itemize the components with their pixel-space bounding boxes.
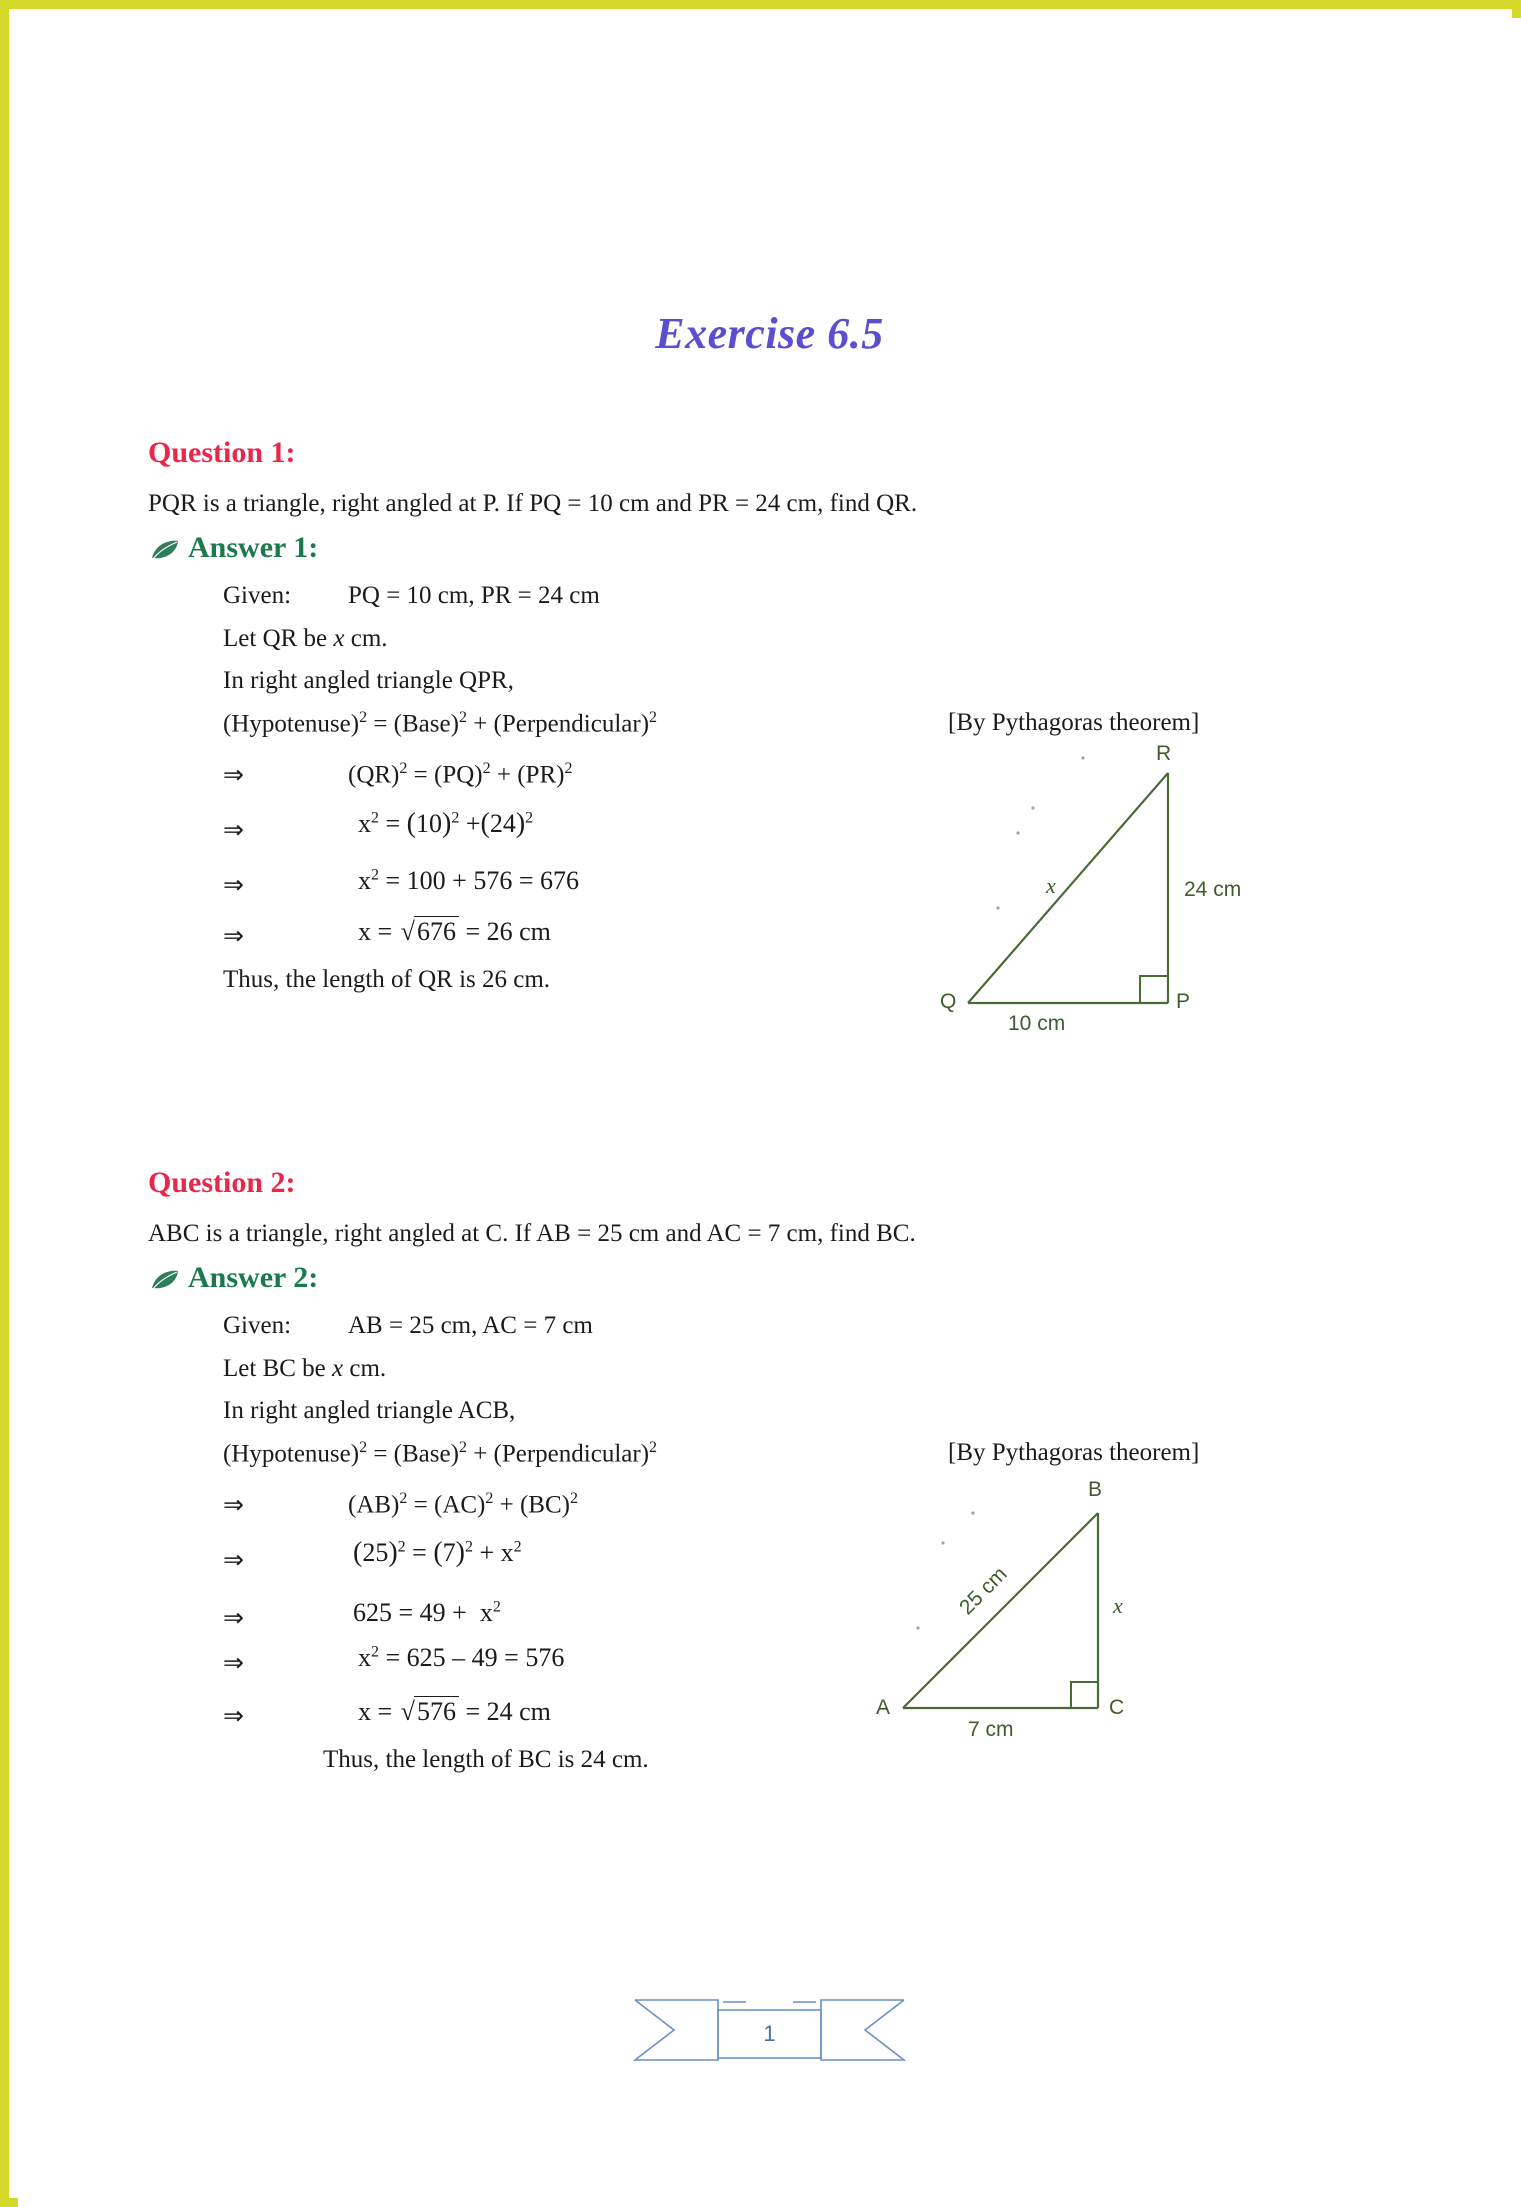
- figure-triangle-abc: [873, 1468, 1203, 1753]
- page-number: 1: [763, 2021, 776, 2046]
- answer-2-let-unit: cm.: [349, 1355, 387, 1382]
- answer-2-given-label: Given:: [223, 1312, 292, 1339]
- answer-1-pythagoras-statement: (Hypotenuse)$^2$ = (Base)$^2$ + (Perpendicular)$^2$: [223, 709, 658, 738]
- answer-2-pythagoras-note: [By Pythagoras theorem]: [948, 1439, 1200, 1466]
- answer-1-step-4-tail: = 26 cm: [465, 917, 551, 946]
- answer-2-let-label: Let BC be: [223, 1355, 326, 1382]
- answer-1-given-values: PQ = 10 cm, PR = 24 cm: [348, 582, 600, 609]
- answer-1-heading: Answer 1:: [188, 531, 319, 564]
- answer-1-conclusion: Thus, the length of QR is 26 cm.: [223, 966, 551, 993]
- figure-2-vertex-c: C: [1109, 1696, 1125, 1719]
- answer-2-let-var: x: [332, 1355, 344, 1382]
- answer-2-let-line: [223, 1355, 386, 1383]
- answer-1-arrow-1: ⇒: [223, 762, 244, 789]
- answer-2-step-4: $x^2 = 625 - 49 = 576$: [358, 1643, 565, 1672]
- answer-1-arrow-3: ⇒: [223, 872, 244, 899]
- figure-1-side-base-label: 10 cm: [1008, 1012, 1066, 1035]
- answer-1-step-2: $x^2 = (10)^2 +(24)^2$: [358, 808, 534, 839]
- figure-1-vertex-p: P: [1176, 990, 1191, 1013]
- answer-1-given-label: Given:: [223, 582, 292, 609]
- answer-1-let-var: x: [333, 625, 345, 652]
- question-2-heading: Question 2:: [148, 1166, 296, 1199]
- figure-1-side-right-label: 24 cm: [1184, 878, 1242, 901]
- answer-2-radicand: 576: [414, 1696, 459, 1727]
- answer-1-let-line: [223, 625, 388, 653]
- page-sheet: [18, 18, 1521, 2207]
- answer-2-heading: Answer 2:: [188, 1261, 319, 1294]
- figure-2-side-base-label: 7 cm: [968, 1718, 1014, 1741]
- answer-2-step-2: $(25)^2 = (7)^2 + x^2$: [353, 1537, 522, 1568]
- figure-2-vertex-b: B: [1088, 1478, 1103, 1501]
- answer-1-step-4: x = √676 = 26 cm: [358, 917, 551, 946]
- answer-2-pythagoras-statement: (Hypotenuse)$^2$ = (Base)$^2$ + (Perpendicular)$^2$: [223, 1439, 658, 1468]
- figure-1-vertex-q: Q: [940, 990, 957, 1013]
- answer-2-arrow-5: ⇒: [223, 1703, 244, 1730]
- figure-2-hypotenuse-label: 25 cm: [955, 1562, 1012, 1620]
- leaf-icon: [150, 1268, 180, 1292]
- figure-2-side-right-label: x: [1113, 1593, 1123, 1618]
- answer-2-step-3: $625 = 49 + x^2$: [353, 1598, 501, 1627]
- question-1-text: PQR is a triangle, right angled at P. If PQ = 10 cm and PR = 24 cm, find QR.: [148, 490, 918, 517]
- figure-2-vertex-a: A: [876, 1696, 891, 1719]
- answer-1-let-unit: cm.: [350, 625, 388, 652]
- figure-triangle-pqr: [928, 738, 1258, 1033]
- answer-1-let-label: Let QR be: [223, 625, 328, 652]
- answer-2-given-values: AB = 25 cm, AC = 7 cm: [348, 1312, 593, 1339]
- answer-1-step-3: $x^2 = 100 + 576 = 676$: [358, 866, 579, 895]
- answer-1-triangle-line: In right angled triangle QPR,: [223, 667, 514, 694]
- answer-1-step-1: (QR)$^2$ = (PQ)$^2$ + (PR)$^2$: [348, 760, 573, 789]
- answer-1-arrow-4: ⇒: [223, 923, 244, 950]
- question-2-text: ABC is a triangle, right angled at C. If AB = 25 cm and AC = 7 cm, find BC.: [148, 1220, 916, 1247]
- answer-2-step-5-tail: = 24 cm: [465, 1697, 551, 1726]
- answer-2-arrow-4: ⇒: [223, 1650, 244, 1677]
- question-1-heading: Question 1:: [148, 436, 296, 469]
- page-title: Exercise 6.5: [655, 309, 884, 358]
- answer-1-arrow-2: ⇒: [223, 817, 244, 844]
- answer-2-arrow-1: ⇒: [223, 1492, 244, 1519]
- answer-2-arrow-2: ⇒: [223, 1547, 244, 1574]
- answer-1-radicand: 676: [414, 916, 459, 947]
- leaf-icon: [150, 538, 180, 562]
- answer-2-arrow-3: ⇒: [223, 1605, 244, 1632]
- answer-2-step-5: x = √576 = 24 cm: [358, 1697, 551, 1726]
- answer-2-conclusion: Thus, the length of BC is 24 cm.: [323, 1746, 649, 1773]
- answer-2-step-1: (AB)$^2$ = (AC)$^2$ + (BC)$^2$: [348, 1490, 578, 1519]
- answer-1-pythagoras-note: [By Pythagoras theorem]: [948, 709, 1200, 736]
- figure-1-hypotenuse-label: x: [1046, 873, 1056, 898]
- figure-1-vertex-r: R: [1156, 742, 1172, 765]
- document-content: [18, 18, 1521, 2207]
- answer-2-triangle-line: In right angled triangle ACB,: [223, 1397, 516, 1424]
